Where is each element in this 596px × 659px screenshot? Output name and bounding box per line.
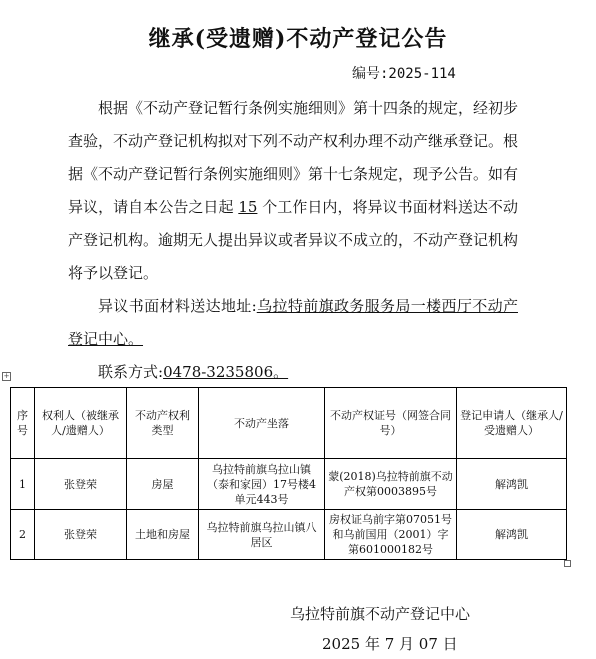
cell-right-type: 土地和房屋 [127, 510, 199, 560]
table-move-handle-icon[interactable]: + [3, 372, 10, 380]
table-header-row [11, 388, 567, 459]
cell-certificate: 房权证乌前字第07051号和乌前国用（2001）字第601000182号 [325, 510, 457, 560]
objection-days: 15 [238, 198, 258, 216]
notice-title: 继承(受遗赠)不动产登记公告 [148, 26, 448, 52]
cell-location: 乌拉特前旗乌拉山镇（泰和家园）17号楼4单元443号 [199, 459, 325, 510]
document-number: 编号:2025-114 [352, 66, 456, 82]
table-row [11, 459, 567, 510]
registration-table [10, 387, 567, 560]
issuing-authority: 乌拉特前旗不动产登记中心 [290, 605, 471, 623]
paragraph-2 [68, 290, 518, 356]
header-right-holder: 权利人（被继承人/遗赠人） [35, 388, 127, 459]
cell-seq: 1 [11, 459, 35, 510]
cell-seq: 2 [11, 510, 35, 560]
para1-text-b: 个工作日内，将异议书面材料送达不动产登记机构。逾期无人提出异议或者异议不成立的，不动产登记机构将予以登记。 [68, 198, 519, 282]
cell-applicant: 解鸿凯 [457, 510, 567, 560]
para1-text-a: 根据《不动产登记暂行条例实施细则》第十四条的规定，经初步查验，不动产登记机构拟对下列不动产权利办理不动产继承登记。根据《不动产登记暂行条例实施细则》第十七条规定，现予公告。如有异议，请自本公告之日起 [68, 99, 519, 216]
contact-phone: 0478-3235806。 [163, 363, 289, 381]
table-resize-handle-icon[interactable] [564, 560, 571, 567]
contact-label: 联系方式: [98, 363, 164, 381]
cell-right-type: 房屋 [127, 459, 199, 510]
header-applicant: 登记申请人（继承人/受遗赠人） [457, 388, 567, 459]
header-right-type: 不动产权利类型 [127, 388, 199, 459]
cell-certificate: 蒙(2018)乌拉特前旗不动产权第0003895号 [325, 459, 457, 510]
address-value: 乌拉特前旗政务服务局一楼西厅不动产登记中心。 [68, 297, 518, 348]
header-location: 不动产坐落 [199, 388, 325, 459]
issue-date: 2025 年 7 月 07 日 [322, 635, 458, 653]
address-label: 异议书面材料送达地址: [98, 297, 257, 315]
cell-location: 乌拉特前旗乌拉山镇八居区 [199, 510, 325, 560]
contact-line [68, 356, 518, 389]
header-certificate: 不动产权证号（网签合同号） [325, 388, 457, 459]
header-seq: 序号 [11, 388, 35, 459]
cell-applicant: 解鸿凯 [457, 459, 567, 510]
notice-body [68, 92, 518, 389]
paragraph-1 [68, 92, 518, 290]
cell-right-holder: 张登荣 [35, 510, 127, 560]
cell-right-holder: 张登荣 [35, 459, 127, 510]
table-row [11, 510, 567, 560]
